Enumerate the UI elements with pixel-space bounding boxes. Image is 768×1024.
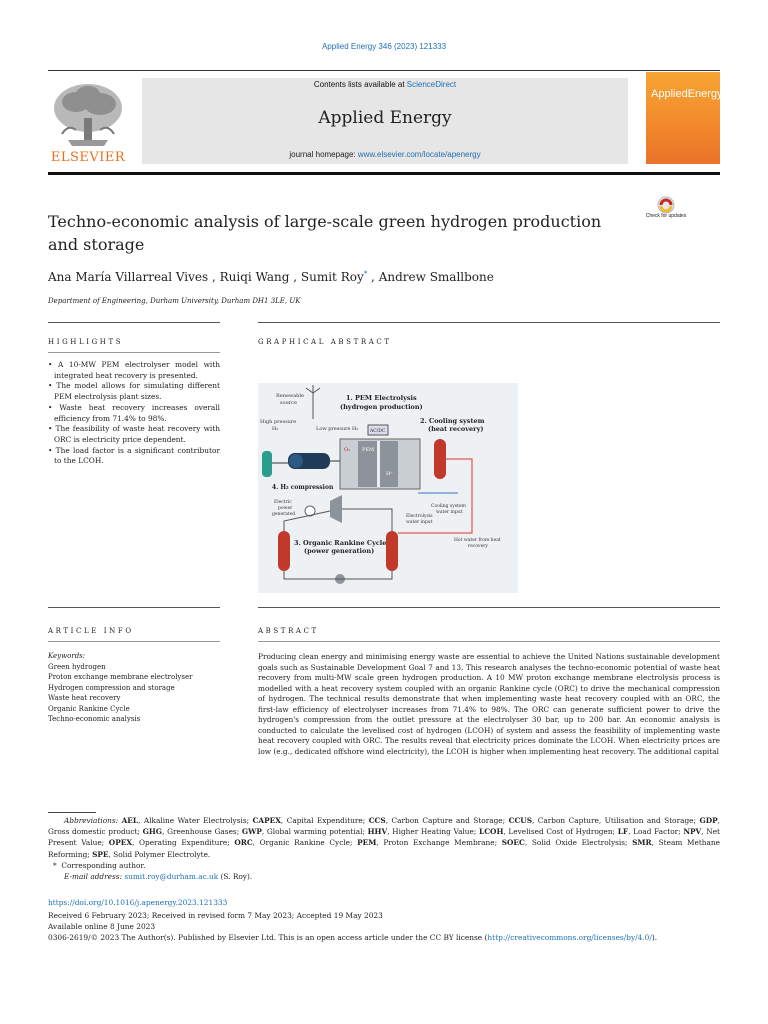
- copyright-line: [48, 932, 748, 943]
- keyword-item: Proton exchange membrane electrolyser: [48, 673, 193, 681]
- journal-cover-image[interactable]: [646, 72, 720, 164]
- pem-label: PEM: [362, 447, 375, 453]
- abbreviation-key: CCUS: [508, 816, 532, 825]
- title-line-1: Techno-economic analysis of large-scale green hydrogen production: [48, 212, 602, 231]
- abbreviation-key: LCOH: [479, 827, 504, 837]
- keyword-item: Green hydrogen: [48, 662, 106, 671]
- cover-title: AppliedEnergy: [651, 88, 723, 100]
- graphical-abstract-figure[interactable]: [258, 383, 518, 593]
- abbreviation-key: CAPEX: [252, 816, 281, 825]
- article-info-subrule: [48, 641, 220, 642]
- highlights-heading: HIGHLIGHTS: [48, 338, 124, 346]
- abbreviation-value: , Steam Methane Reforming;: [48, 838, 720, 859]
- abbreviation-value: , Net Present Value;: [48, 827, 720, 848]
- highlight-item: • Waste heat recovery increases overall efficiency from 71.4% to 98%.: [48, 402, 220, 423]
- corresponding-mark[interactable]: *: [363, 270, 368, 278]
- journal-homepage: [142, 150, 628, 159]
- abbreviation-value: , Gross domestic product;: [48, 816, 720, 837]
- highlight-item: • The model allows for simulating different PEM electrolysis plant sizes.: [48, 381, 220, 402]
- abbreviation-value: , Solid Oxide Electrolysis;: [524, 838, 633, 848]
- electric-label-3: generated: [272, 512, 296, 517]
- abbreviation-key: AEL: [121, 816, 139, 825]
- abbreviation-key: SMR: [632, 838, 652, 848]
- cooling-input-label-2: water input: [436, 510, 463, 515]
- cooling-subtitle: (heat recovery): [428, 425, 484, 433]
- cooling-title: 2. Cooling system: [420, 417, 485, 425]
- abbreviation-value: , Global warming potential;: [261, 827, 368, 837]
- low-pressure-label: Low pressure H₂: [316, 426, 359, 432]
- abbreviation-value: , Solid Polymer Electrolyte.: [108, 849, 211, 859]
- license-link[interactable]: http://creativecommons.org/licenses/by/4.0/: [487, 933, 652, 942]
- author-name[interactable]: Ruiqi Wang: [219, 270, 290, 284]
- high-pressure-label: High pressure: [260, 419, 297, 425]
- pem-title: 1. PEM Electrolysis: [346, 394, 417, 402]
- orc-title: 3. Organic Rankine Cycle: [294, 539, 387, 547]
- electric-label-1: Electric: [274, 500, 292, 505]
- abbreviation-value: , Alkaline Water Electrolysis;: [138, 816, 253, 825]
- article-info-heading: ARTICLE INFO: [48, 627, 134, 635]
- hot-water-label-2: recovery: [468, 544, 488, 549]
- author-sep: ,: [289, 270, 301, 284]
- doi-link[interactable]: https://doi.org/10.1016/j.apenergy.2023.121333: [48, 898, 228, 907]
- h2-label: H₂: [272, 426, 279, 432]
- keyword-item: Hydrogen compression and storage: [48, 683, 175, 692]
- electric-label-2: power: [278, 506, 293, 511]
- highlights-rule: [48, 322, 220, 323]
- hplus-label: H⁺: [386, 471, 393, 477]
- email-label: E-mail address:: [64, 872, 125, 882]
- highlights-list: [48, 360, 220, 467]
- abbreviation-value: , Carbon Capture, Utilisation and Storage;: [532, 816, 700, 825]
- abbreviation-key: OPEX: [108, 838, 133, 848]
- abstract-heading: ABSTRACT: [258, 627, 319, 635]
- highlight-item: • A 10-MW PEM electrolyser model with integrated heat recovery is presented.: [48, 360, 220, 380]
- abbreviations: [48, 815, 720, 860]
- copyright-prefix: 0306-2619/© 2023 The Author(s). Published by Elsevier Ltd. This is an open access article under the CC BY license (: [48, 933, 488, 942]
- contents-line: [142, 80, 628, 89]
- abbreviation-key: SPE: [92, 849, 109, 859]
- keyword-item: Waste heat recovery: [48, 694, 121, 702]
- publication-dates: [48, 910, 748, 943]
- article-info-rule: [48, 607, 220, 608]
- abbreviation-value: , Levelised Cost of Hydrogen;: [503, 827, 618, 837]
- acdc-label: AC/DC: [370, 429, 386, 434]
- journal-citation[interactable]: Applied Energy 346 (2023) 121333: [321, 42, 447, 51]
- affiliation: Department of Engineering, Durham University, Durham DH1 3LE, UK: [48, 297, 301, 305]
- author-name[interactable]: Andrew Smallbone: [378, 270, 494, 284]
- keyword-item: Techno-economic analysis: [48, 715, 141, 723]
- sciencedirect-link[interactable]: ScienceDirect: [406, 80, 457, 89]
- abstract-body: Producing clean energy and minimising energy waste are essential to achieve the United Nations sustainable development goals such as Sustainable Development Goal 7 and 13. This research analyses the techno-economic potential of waste heat recovery from multi-MW scale green hydrogen production. A 10 MW proton exchange membrane electrolysis process is modelled with a heat recovery system coupled with an organic Rankine cycle (ORC) to drive the mechanical compression of hydrogen. The technical results demonstrate that when implementing waste heat recovery coupled with an ORC, the first-law efficiency of electrolyser increases from 71.4% to 98%. The ORC can generate sufficient power to drive the hydrogen's compression from the outlet pressure at the electrolyser 30 bar, up to 200 bar. An economic analysis is conducted to calculate the levelised cost of hydrogen (LCOH) of system and assess the feasibility of implementing waste heat recovery coupled with ORC. The results reveal that electricity prices dominate the LCOH. When electricity prices are low (e.g., dedicated offshore wind electricity), the LCOH is higher when implementing heat recovery. The additional capital: [258, 652, 720, 756]
- email-line: [48, 871, 720, 882]
- highlights-subrule: [48, 352, 220, 353]
- graphical-abstract-heading: GRAPHICAL ABSTRACT: [258, 338, 392, 346]
- header-top-rule: [48, 70, 720, 71]
- homepage-link[interactable]: www.elsevier.com/locate/apenergy: [357, 150, 481, 159]
- corresponding-note: [48, 860, 720, 871]
- abbreviations-list: [48, 816, 720, 859]
- o2-label: O₂: [344, 447, 351, 453]
- check-for-updates-label: Check for updates: [645, 213, 687, 219]
- corresponding-mark: *: [53, 860, 57, 870]
- renewable-label: Renewable: [276, 393, 304, 399]
- author-name[interactable]: Ana María Villarreal Vives: [48, 270, 209, 284]
- copyright-suffix: ).: [651, 933, 658, 942]
- footnotes: [48, 815, 720, 882]
- abbreviation-value: , Higher Heating Value;: [387, 827, 480, 837]
- pem-subtitle: (hydrogen production): [340, 403, 423, 411]
- orc-subtitle: (power generation): [304, 547, 375, 555]
- author-sep: ,: [208, 270, 220, 284]
- hot-water-label-1: Hot water from heat: [454, 538, 501, 543]
- abbreviation-key: NPV: [683, 827, 702, 837]
- keywords-label: Keywords:: [48, 652, 86, 660]
- source-label: source: [280, 400, 297, 406]
- title-line-2: and storage: [48, 235, 145, 254]
- condenser-icon: [386, 531, 398, 571]
- abbreviation-value: , Capital Expenditure;: [280, 816, 369, 825]
- elsevier-wordmark: ELSEVIER: [50, 150, 126, 165]
- available-line: Available online 8 June 2023: [48, 922, 156, 931]
- received-line: Received 6 February 2023; Received in revised form 7 May 2023; Accepted 19 May 2023: [48, 911, 383, 920]
- abstract-rule: [258, 607, 720, 608]
- abbreviation-key: GHG: [142, 827, 163, 837]
- abbreviation-value: , Operating Expenditure;: [132, 838, 235, 848]
- cooling-input-label-1: Cooling system: [431, 504, 466, 509]
- highlight-item: • The load factor is a significant contributor to the LCOH.: [48, 445, 220, 466]
- hydrogen-tank-icon: [262, 451, 272, 477]
- abbreviation-key: ORC: [234, 838, 253, 848]
- header-bottom-rule: [48, 172, 720, 175]
- corresponding-text: Corresponding author.: [61, 860, 146, 870]
- highlight-item: • The feasibility of waste heat recovery with ORC is electricity price dependent.: [48, 424, 220, 444]
- contents-prefix: Contents lists available at: [313, 80, 407, 89]
- journal-name: Applied Energy: [318, 108, 452, 128]
- homepage-label: journal homepage:: [289, 150, 358, 159]
- abbreviation-key: HHV: [367, 827, 388, 837]
- author-sep: ,: [367, 270, 379, 284]
- compression-title: 4. H₂ compression: [272, 484, 334, 491]
- abbreviation-key: GWP: [241, 827, 262, 837]
- heat-exchanger-icon: [434, 439, 446, 479]
- email-suffix: (S. Roy).: [218, 872, 253, 882]
- article-title: [48, 210, 608, 256]
- footnote-rule: [48, 812, 96, 813]
- abbreviation-value: , Greenhouse Gases;: [162, 827, 242, 837]
- abbreviation-value: , Carbon Capture and Storage;: [385, 816, 509, 825]
- abbreviation-value: , Proton Exchange Membrane;: [376, 838, 502, 848]
- abbreviation-value: , Organic Rankine Cycle;: [252, 838, 358, 848]
- abbreviation-key: PEM: [357, 838, 377, 848]
- abbreviation-value: , Load Factor;: [628, 827, 684, 837]
- graphical-abstract-rule: [258, 322, 720, 323]
- author-list: [48, 270, 494, 284]
- keyword-item: Organic Rankine Cycle: [48, 704, 130, 713]
- abbreviation-key: LF: [617, 827, 629, 837]
- abbreviation-key: CCS: [368, 816, 386, 825]
- author-name[interactable]: Sumit Roy: [300, 270, 364, 284]
- electrolysis-label-2: water input: [406, 520, 433, 525]
- abbreviation-key: GDP: [699, 816, 718, 825]
- electrolysis-label-1: Electrolysis: [406, 514, 433, 519]
- email-link[interactable]: sumit.roy@durham.ac.uk: [124, 872, 219, 882]
- abbreviations-label: Abbreviations:: [64, 816, 119, 825]
- keywords-block: [48, 651, 192, 725]
- evaporator-icon: [278, 531, 290, 571]
- abstract-subrule: [258, 641, 720, 642]
- abbreviation-key: SOEC: [501, 838, 525, 848]
